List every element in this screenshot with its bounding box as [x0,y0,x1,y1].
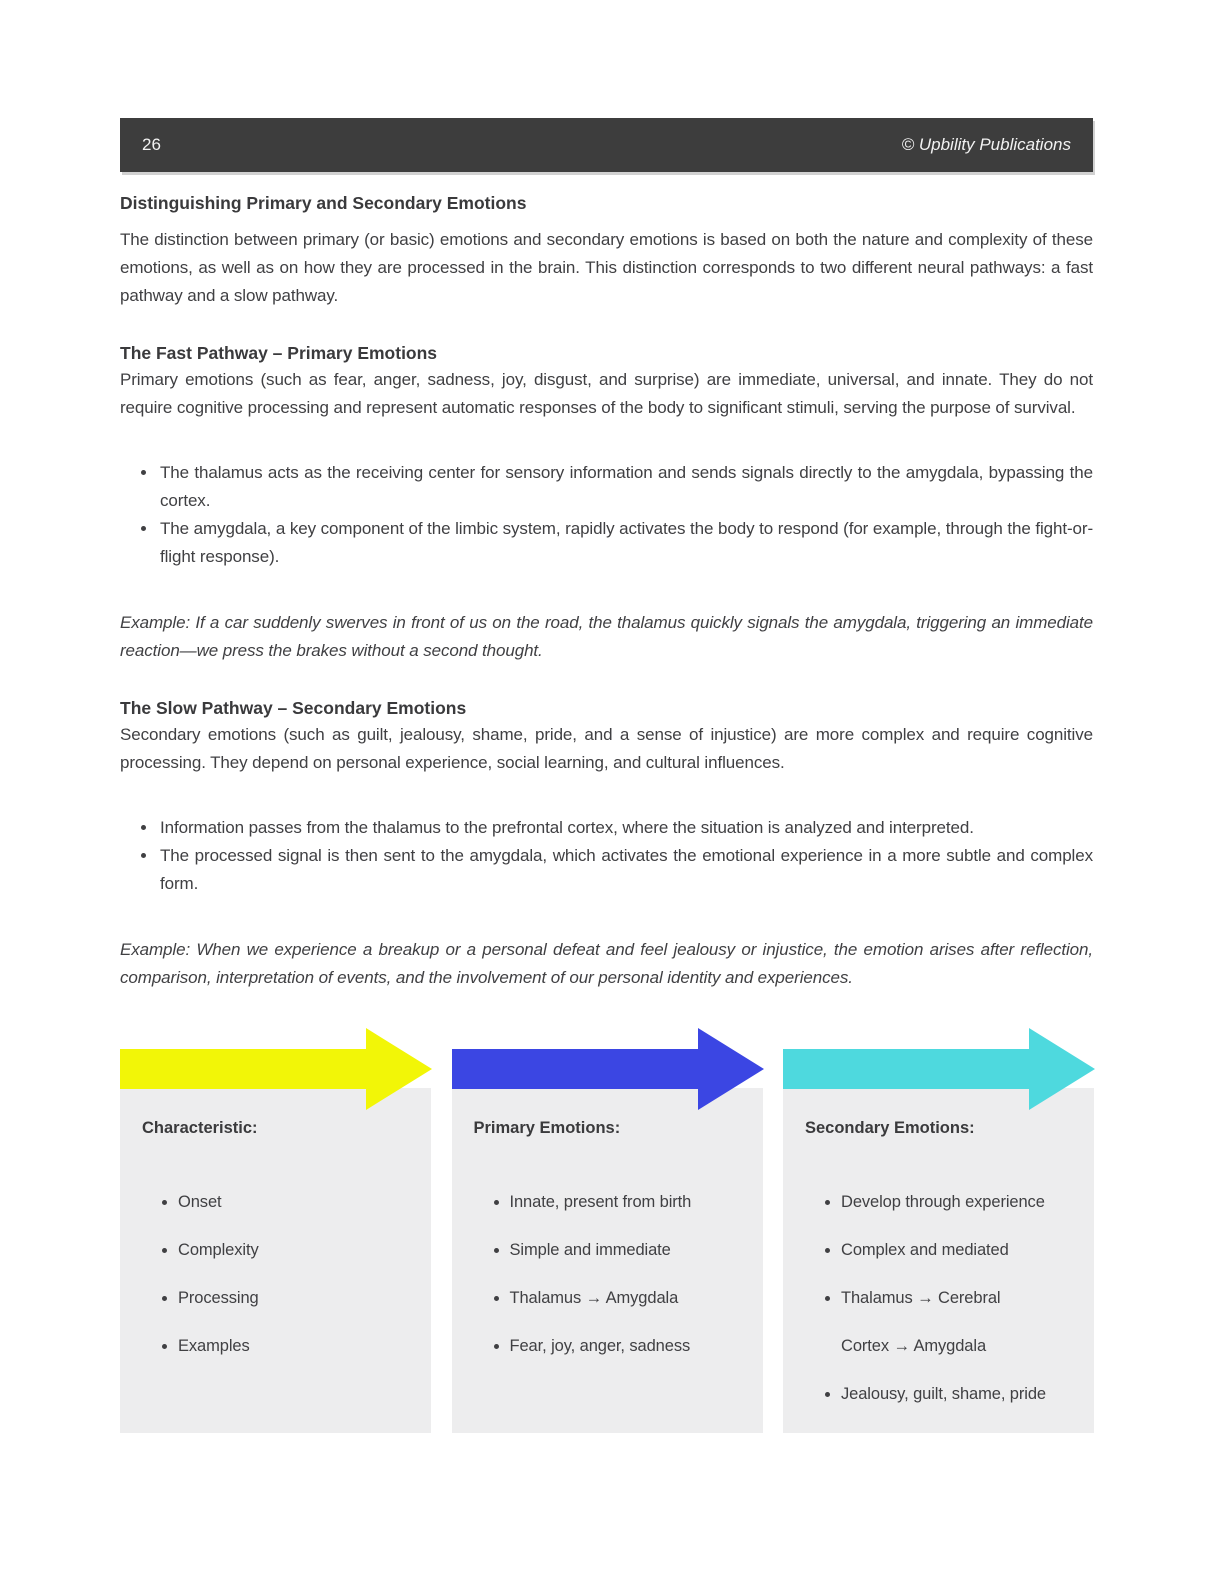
content-frame [120,118,1093,1433]
intro-paragraph: The distinction between primary (or basic) emotions and secondary emotions is based on both the nature and complexity of these emotions, as well as on how they are processed in the brain. This distinction corresponds to two different neural pathways: a fast pathway and a slow pathway. [120,230,1093,305]
primary-emotions-box [452,1088,763,1433]
slow-pathway-bullet-list [120,814,1093,898]
primary-emotions-list-item: • Fear, joy, anger, sadness [510,1322,741,1370]
secondary-emotions-list-item: • Thalamus → Cerebral Cortex → Amygdala [841,1274,1072,1370]
characteristic-list-item: • Examples [178,1322,409,1370]
slow-pathway-heading: The Slow Pathway – Secondary Emotions [120,698,467,718]
fast-pathway-bullet-item: • The thalamus acts as the receiving center for sensory information and sends signals directly to the amygdala, bypassing the cortex. [158,459,1093,515]
blue-arrow-icon [452,1028,764,1110]
page-number: 26 [142,135,161,154]
slow-pathway-example: Example: When we experience a breakup or a personal defeat and feel jealousy or injustice, the emotion arises after reflection, comparison, interpretation of events, and the involvement of our personal identity and experiences. [120,940,1093,987]
column-secondary-emotions [783,1028,1094,1433]
secondary-emotions-list-item: • Jealousy, guilt, shame, pride [841,1370,1072,1418]
copyright-text: © Upbility Publications [901,135,1071,154]
secondary-emotions-list-item: • Complex and mediated [841,1226,1072,1274]
primary-emotions-list [474,1178,741,1370]
primary-emotions-list-item: • Innate, present from birth [510,1178,741,1226]
primary-emotions-list-item: • Thalamus → Amygdala [510,1274,741,1322]
primary-emotions-box-header: Primary Emotions: [473,1119,621,1137]
fast-pathway-example: Example: If a car suddenly swerves in front of us on the road, the thalamus quickly signals the amygdala, triggering an immediate reaction—we press the brakes without a second thought. [120,613,1093,660]
characteristic-list-item: • Onset [178,1178,409,1226]
page-header-bar [120,118,1093,172]
column-characteristic [120,1028,431,1433]
page-title: Distinguishing Primary and Secondary Emotions [120,193,527,213]
secondary-emotions-box-header: Secondary Emotions: [805,1119,975,1137]
primary-emotions-list-item: • Simple and immediate [510,1226,741,1274]
slow-pathway-paragraph: Secondary emotions (such as guilt, jealousy, shame, pride, and a sense of injustice) are more complex and require cognitive processing. They depend on personal experience, social learning, and cultural influences. [120,725,1093,772]
column-primary-emotions [452,1028,763,1433]
characteristic-list-item: • Processing [178,1274,409,1322]
characteristic-list-item: • Complexity [178,1226,409,1274]
secondary-emotions-box [783,1088,1094,1433]
characteristic-box-header: Characteristic: [142,1119,258,1137]
characteristic-box [120,1088,431,1433]
secondary-emotions-list [805,1178,1072,1418]
fast-pathway-heading: The Fast Pathway – Primary Emotions [120,343,438,363]
comparison-columns [120,1028,1093,1433]
slow-pathway-bullet-item: • Information passes from the thalamus to the prefrontal cortex, where the situation is analyzed and interpreted. [158,814,1093,842]
characteristic-list [142,1178,409,1370]
yellow-arrow-icon [120,1028,432,1110]
secondary-emotions-list-item: • Develop through experience [841,1178,1072,1226]
fast-pathway-bullet-item: • The amygdala, a key component of the limbic system, rapidly activates the body to respond (for example, through the fight-or-flight response). [158,515,1093,571]
slow-pathway-bullet-item: • The processed signal is then sent to the amygdala, which activates the emotional experience in a more subtle and complex form. [158,842,1093,898]
fast-pathway-bullet-list [120,459,1093,571]
fast-pathway-paragraph: Primary emotions (such as fear, anger, sadness, joy, disgust, and surprise) are immediate, universal, and innate. They do not require cognitive processing and represent automatic responses of the body to significant stimuli, serving the purpose of survival. [120,370,1093,417]
cyan-arrow-icon [783,1028,1095,1110]
